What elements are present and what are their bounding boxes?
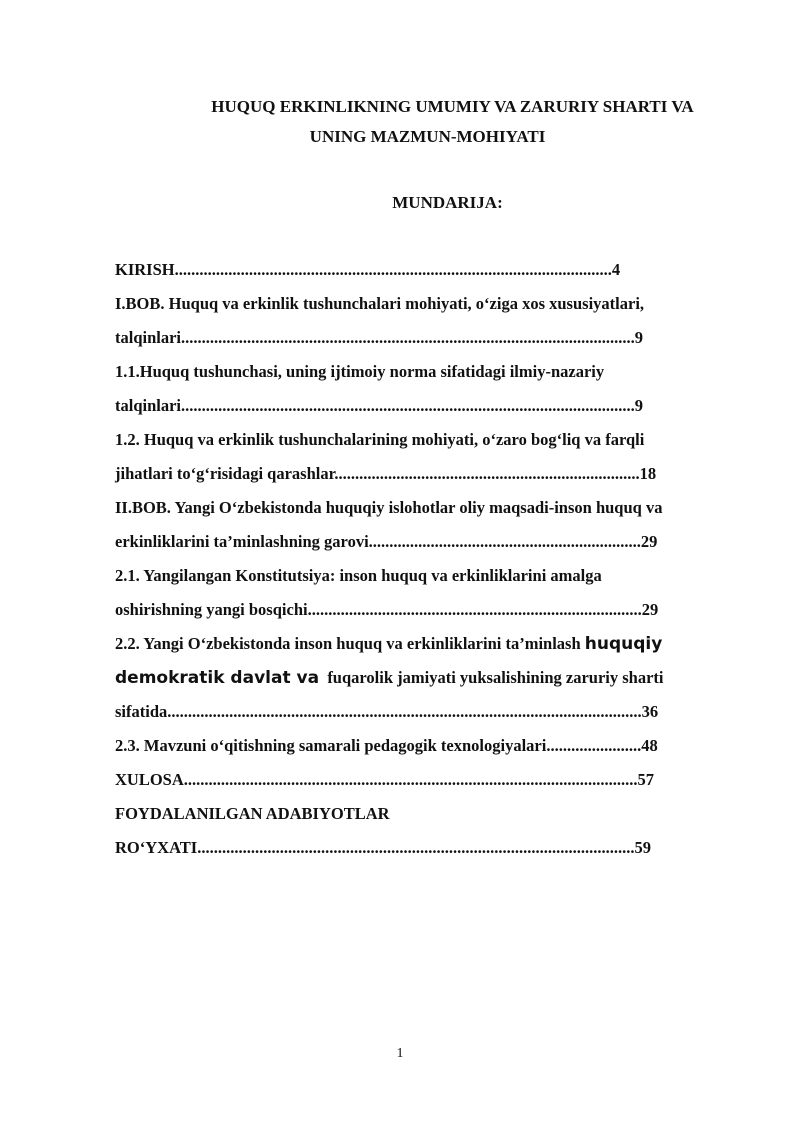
toc-entry-2-2: sifatida...................................................................................................................36	[115, 702, 659, 721]
toc-entry-xulosa: XULOSA..............................................................................................................57	[115, 770, 655, 789]
toc-entry-1-1-title: 1.1.Huquq tushunchasi, uning ijtimoiy norma sifatidagi ilmiy-nazariy	[115, 362, 605, 381]
toc-entry-2-2-title-a: 2.2. Yangi O‘zbekistonda inson huquq va erkinliklarini ta’minlash huquqiy	[115, 634, 663, 654]
toc-entry-chapter-2-title: II.BOB. Yangi O‘zbekistonda huquqiy islohotlar oliy maqsadi-inson huquq va	[115, 498, 663, 517]
table-of-contents	[115, 253, 745, 865]
toc-entry-2-2-title-b: demokratik davlat va fuqarolik jamiyati yuksalishining zaruriy sharti	[115, 668, 664, 688]
toc-entry-kirish: KIRISH..........................................................................................................4	[115, 260, 621, 279]
toc-entry-1-2-title: 1.2. Huquq va erkinlik tushunchalarining mohiyati, o‘zaro bog‘liq va farqli	[115, 430, 645, 449]
toc-entry-2-1-title: 2.1. Yangilangan Konstitutsiya: inson huquq va erkinliklarini amalga	[115, 566, 602, 585]
toc-entry-2-1: oshirishning yangi bosqichi.................................................................................29	[115, 600, 659, 619]
toc-entry-2-3: 2.3. Mavzuni o‘qitishning samarali pedagogik texnologiyalari.......................48	[115, 736, 658, 755]
title-line-1: HUQUQ ERKINLIKNING UMUMIY VA ZARURIY SHARTI VA	[211, 97, 694, 116]
toc-entry-references-title: FOYDALANILGAN ADABIYOTLAR	[115, 804, 390, 823]
toc-entry-1-1: talqinlari..............................................................................................................9	[115, 396, 644, 415]
title-line-2: UNING MAZMUN-MOHIYATI	[309, 127, 546, 146]
toc-entry-chapter-2: erkinliklarini ta’minlashning garovi..................................................................29	[115, 532, 658, 551]
toc-entry-references: RO‘YXATI..........................................................................................................59	[115, 838, 651, 857]
toc-entry-chapter-1-title: I.BOB. Huquq va erkinlik tushunchalari mohiyati, o‘ziga xos xususiyatlari,	[115, 294, 645, 313]
toc-entry-1-2: jihatlari to‘g‘risidagi qarashlar..........................................................................18	[115, 464, 657, 483]
contents-heading: MUNDARIJA:	[392, 193, 503, 212]
document-title	[115, 92, 740, 152]
page-number: 1	[396, 1046, 404, 1061]
toc-entry-chapter-1: talqinlari..............................................................................................................9	[115, 328, 644, 347]
